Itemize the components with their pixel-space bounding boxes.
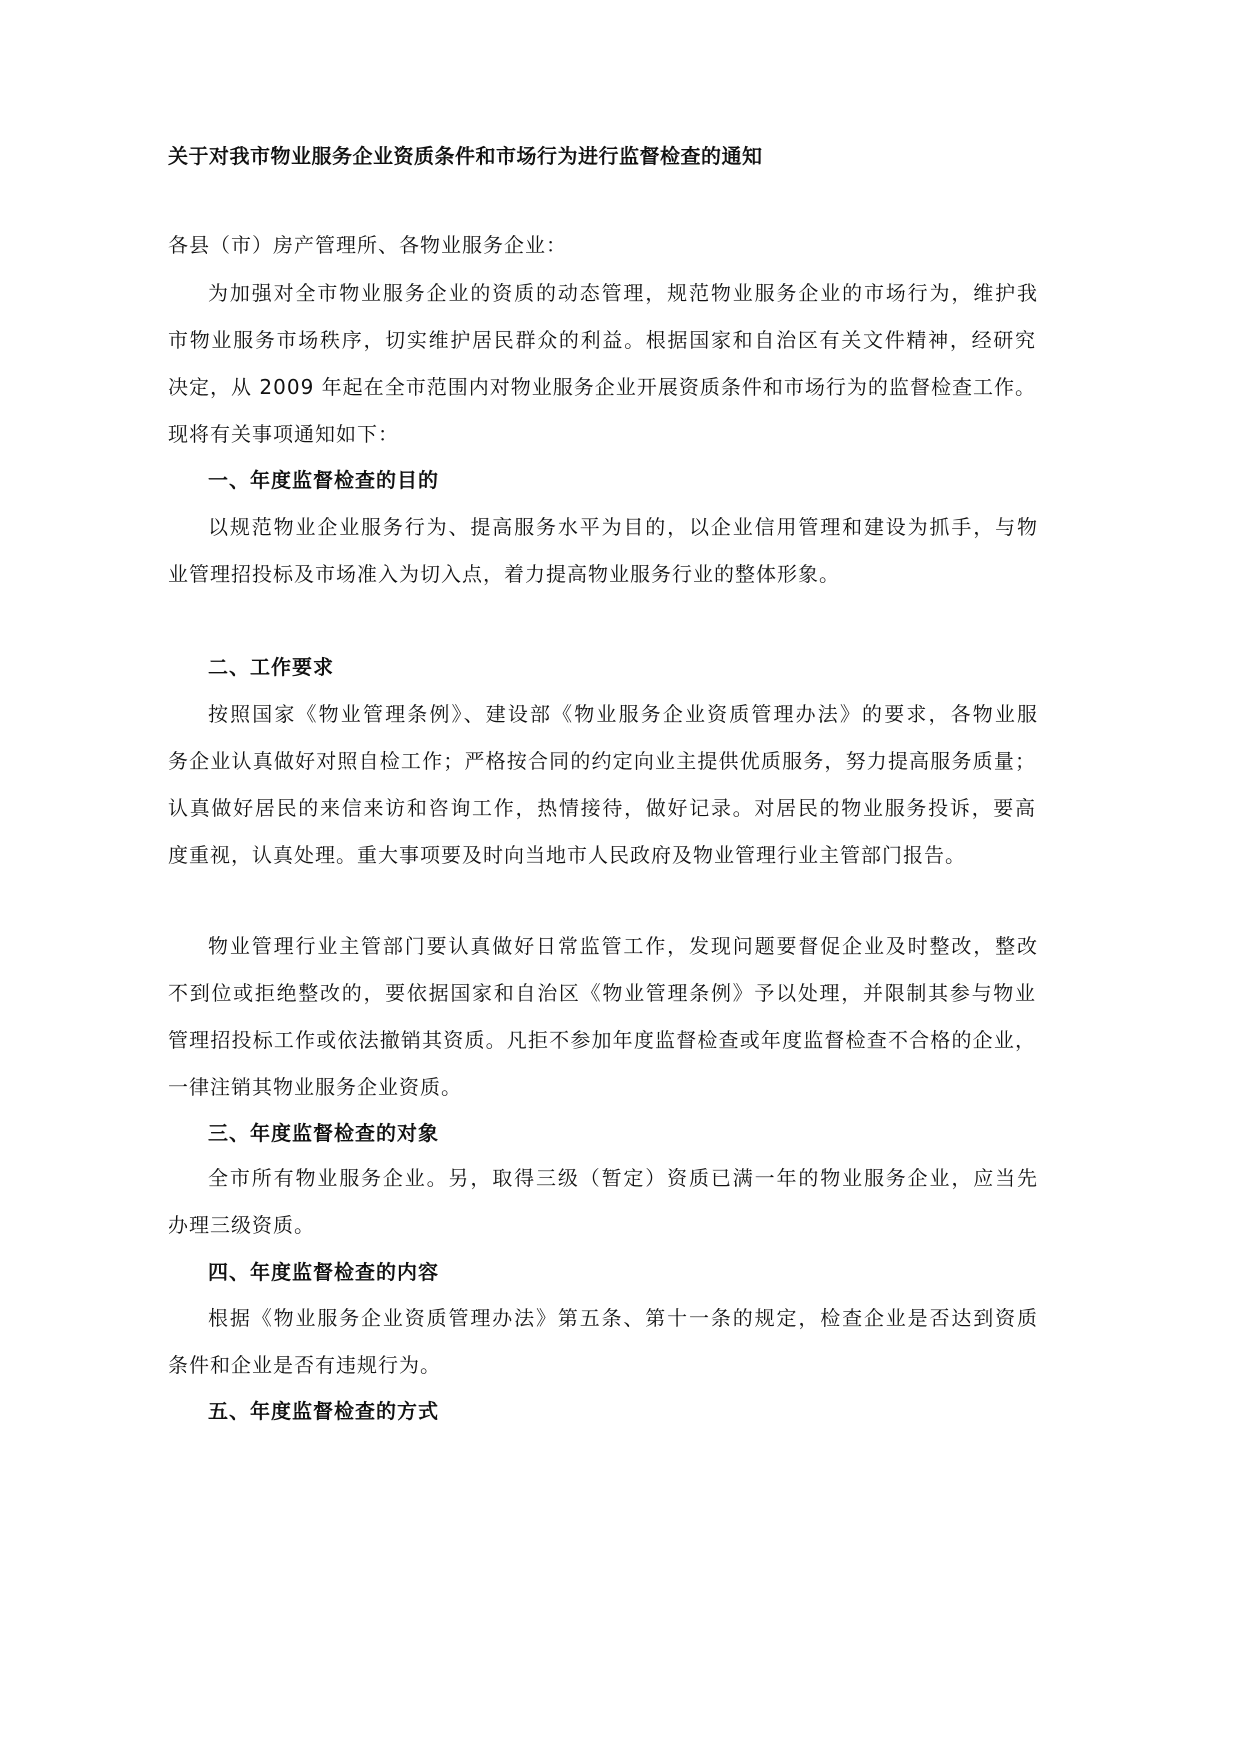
section-heading: 五、年度监督检查的方式 <box>208 1399 439 1423</box>
section-heading: 一、年度监督检查的目的 <box>208 468 439 492</box>
section-line: 认真做好居民的来信来访和咨询工作，热情接待，做好记录。对居民的物业服务投诉，要高 <box>168 796 1036 820</box>
section-line: 以规范物业企业服务行为、提高服务水平为目的，以企业信用管理和建设为抓手，与物 <box>208 515 1038 539</box>
section-heading: 二、工作要求 <box>208 655 334 679</box>
section-line: 管理招投标工作或依法撤销其资质。凡拒不参加年度监督检查或年度监督检查不合格的企业， <box>168 1028 1036 1052</box>
section-line: 按照国家《物业管理条例》、建设部《物业服务企业资质管理办法》的要求，各物业服 <box>208 702 1038 726</box>
section-line: 根据《物业服务企业资质管理办法》第五条、第十一条的规定，检查企业是否达到资质 <box>208 1306 1038 1330</box>
intro-line: 决定，从 2009 年起在全市范围内对物业服务企业开展资质条件和市场行为的监督检查工作。 <box>168 375 1036 399</box>
section-line: 一律注销其物业服务企业资质。 <box>168 1075 462 1099</box>
document-title: 关于对我市物业服务企业资质条件和市场行为进行监督检查的通知 <box>168 144 763 168</box>
section-heading: 四、年度监督检查的内容 <box>208 1260 439 1284</box>
section-line: 不到位或拒绝整改的，要依据国家和自治区《物业管理条例》予以处理，并限制其参与物业 <box>168 981 1036 1005</box>
section-line: 条件和企业是否有违规行为。 <box>168 1353 441 1377</box>
section-line: 度重视，认真处理。重大事项要及时向当地市人民政府及物业管理行业主管部门报告。 <box>168 843 966 867</box>
section-line: 业管理招投标及市场准入为切入点，着力提高物业服务行业的整体形象。 <box>168 562 840 586</box>
section-line: 物业管理行业主管部门要认真做好日常监管工作，发现问题要督促企业及时整改，整改 <box>208 934 1038 958</box>
section-heading: 三、年度监督检查的对象 <box>208 1121 439 1145</box>
intro-line: 市物业服务市场秩序，切实维护居民群众的利益。根据国家和自治区有关文件精神，经研究 <box>168 328 1036 352</box>
section-line: 务企业认真做好对照自检工作；严格按合同的约定向业主提供优质服务，努力提高服务质量； <box>168 749 1036 773</box>
intro-line: 为加强对全市物业服务企业的资质的动态管理，规范物业服务企业的市场行为，维护我 <box>208 281 1038 305</box>
section-line: 全市所有物业服务企业。另，取得三级（暂定）资质已满一年的物业服务企业，应当先 <box>208 1166 1038 1190</box>
intro-line: 现将有关事项通知如下： <box>168 422 399 446</box>
section-line: 办理三级资质。 <box>168 1213 315 1237</box>
salutation: 各县（市）房产管理所、各物业服务企业： <box>168 233 567 257</box>
